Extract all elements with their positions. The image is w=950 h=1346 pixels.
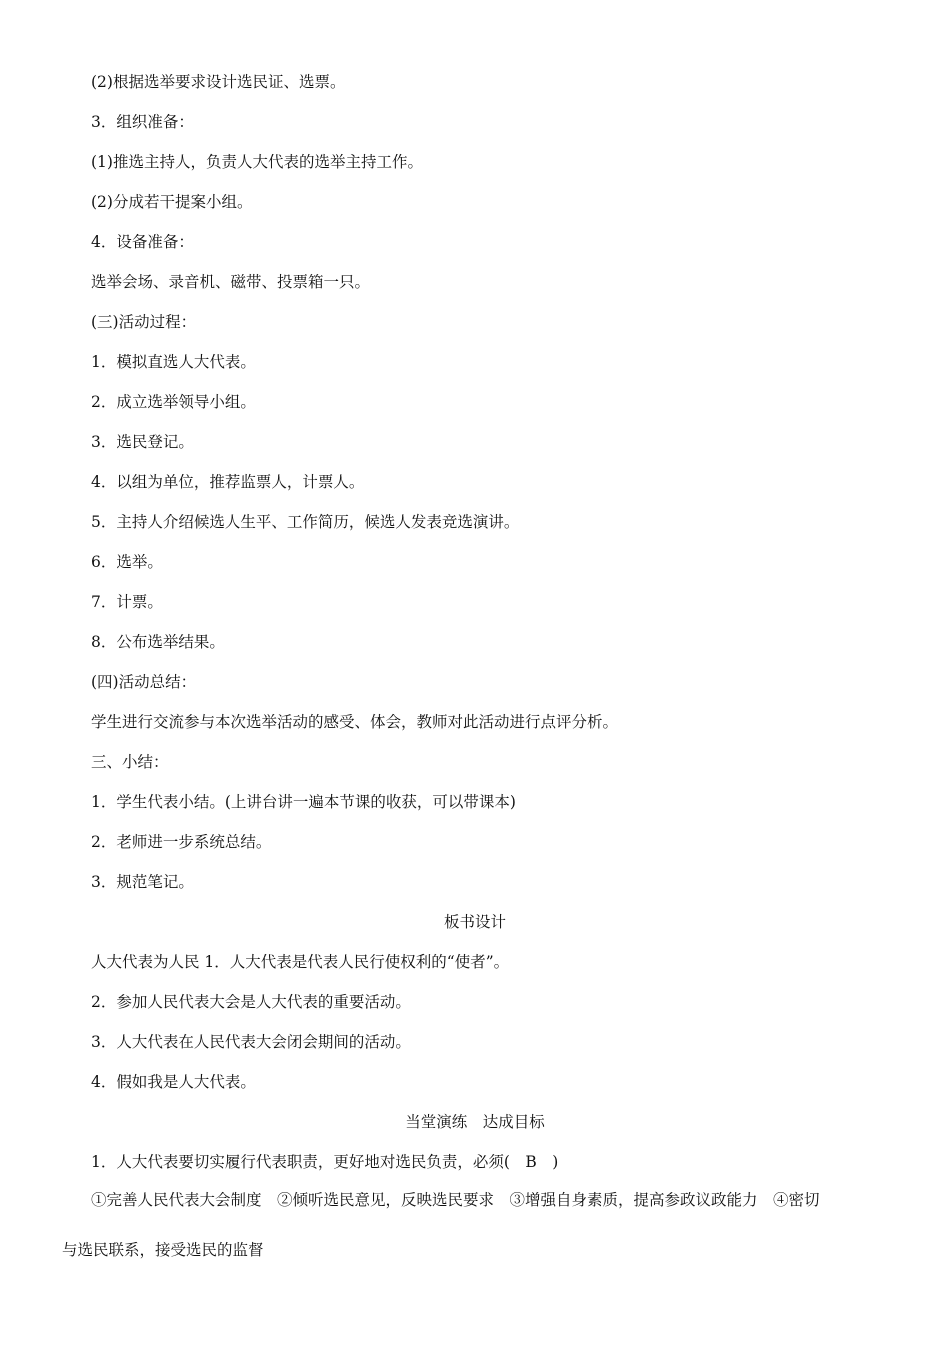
options-text-continued: 与选民联系，接受选民的监督 — [62, 1241, 264, 1259]
board-line: 2．参加人民代表大会是人大代表的重要活动。 — [91, 993, 411, 1011]
options-text: ①完善人民代表大会制度 ②倾听选民意见，反映选民要求 ③增强自身素质，提高参政议政能力 ④密切 — [91, 1191, 820, 1209]
text-line: 4．以组为单位，推荐监票人，计票人。 — [91, 473, 365, 491]
text-line: (2)根据选举要求设计选民证、选票。 — [91, 73, 346, 91]
text-line: 7．计票。 — [91, 593, 163, 611]
text-line: 5．主持人介绍候选人生平、工作简历，候选人发表竞选演讲。 — [91, 513, 520, 531]
text-line: 4．设备准备： — [91, 233, 194, 251]
text-line: 3．组织准备： — [91, 113, 194, 131]
text-line: (1)推选主持人，负责人大代表的选举主持工作。 — [91, 153, 423, 171]
board-line: 人大代表为人民 1．人大代表是代表人民行使权利的“使者”。 — [91, 953, 510, 971]
text-line: 3．规范笔记。 — [91, 873, 194, 891]
text-line: 2．成立选举领导小组。 — [91, 393, 256, 411]
text-line: 3．选民登记。 — [91, 433, 194, 451]
text-line: 三、小结： — [91, 753, 169, 771]
text-line: 1．学生代表小结。(上讲台讲一遍本节课的收获，可以带课本) — [91, 793, 516, 811]
text-line: 1．模拟直选人大代表。 — [91, 353, 256, 371]
question-text: 1．人大代表要切实履行代表职责，更好地对选民负责，必须( B ) — [91, 1153, 559, 1171]
text-line: 学生进行交流参与本次选举活动的感受、体会，教师对此活动进行点评分析。 — [91, 713, 619, 731]
text-line: 选举会场、录音机、磁带、投票箱一只。 — [91, 273, 371, 291]
text-line: 6．选举。 — [91, 553, 163, 571]
board-line: 4．假如我是人大代表。 — [91, 1073, 256, 1091]
text-line: 2．老师进一步系统总结。 — [91, 833, 272, 851]
board-design-title: 板书设计 — [443, 913, 506, 931]
text-line: (四)活动总结： — [91, 673, 197, 691]
text-line: 8．公布选举结果。 — [91, 633, 225, 651]
practice-title: 当堂演练 达成目标 — [405, 1113, 545, 1131]
text-line: (三)活动过程： — [91, 313, 197, 331]
text-line: (2)分成若干提案小组。 — [91, 193, 253, 211]
board-line: 3．人大代表在人民代表大会闭会期间的活动。 — [91, 1033, 411, 1051]
